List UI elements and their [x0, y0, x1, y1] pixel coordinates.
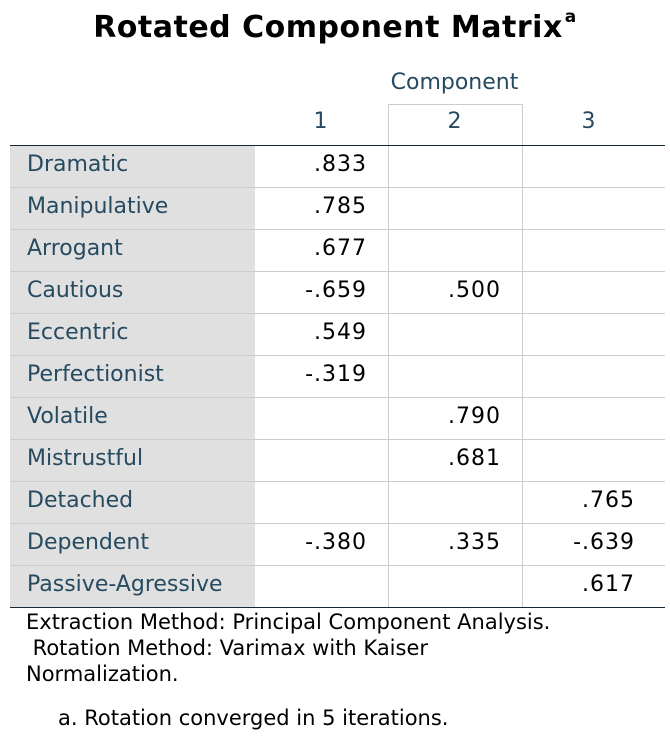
row-label: Passive-Agressive: [27, 572, 223, 597]
table-row: [10, 314, 665, 356]
table-row: [10, 482, 665, 524]
row-label: Cautious: [27, 278, 124, 303]
cell-component-1: -.659: [305, 278, 367, 303]
cell-component-1: -.380: [305, 530, 367, 555]
header-divider-2: [522, 104, 523, 146]
cell-component-3: .617: [582, 572, 635, 597]
table-row: [10, 230, 665, 272]
row-label: Eccentric: [27, 320, 129, 345]
cell-component-2: .790: [448, 404, 501, 429]
table-title: [0, 7, 670, 45]
table-row: [10, 188, 665, 230]
cell-component-1: .549: [314, 320, 367, 345]
table-row: [10, 398, 665, 440]
row-divider: [10, 397, 665, 398]
rotation-method-note: Rotation Method: Varimax with Kaiser: [26, 636, 429, 660]
row-label: Dependent: [27, 530, 149, 555]
title-footnote-marker: a: [564, 7, 577, 27]
row-divider: [10, 271, 665, 272]
table-row: [10, 440, 665, 482]
component-header: Component: [390, 70, 519, 95]
row-divider: [10, 229, 665, 230]
column-header-2: 2: [447, 109, 462, 134]
row-label: Mistrustful: [27, 446, 144, 471]
extraction-method-note: Extraction Method: Principal Component Analysis.: [26, 610, 551, 634]
row-label: Perfectionist: [27, 362, 164, 387]
row-divider: [10, 523, 665, 524]
table-row: [10, 272, 665, 314]
row-divider: [10, 187, 665, 188]
table-title-text: Rotated Component Matrix: [93, 10, 563, 45]
cell-component-1: .833: [314, 152, 367, 177]
row-label: Arrogant: [27, 236, 123, 261]
component-header-underline: [388, 104, 522, 105]
row-label: Dramatic: [27, 152, 129, 177]
row-divider: [10, 313, 665, 314]
table-row: [10, 146, 665, 188]
cell-component-2: .681: [448, 446, 501, 471]
cell-component-1: .785: [314, 194, 367, 219]
column-header-1: 1: [313, 109, 328, 134]
table-row: [10, 356, 665, 398]
row-divider: [10, 565, 665, 566]
cell-component-1: -.319: [305, 362, 367, 387]
cell-component-3: -.639: [573, 530, 635, 555]
cell-component-1: .677: [314, 236, 367, 261]
row-divider: [10, 355, 665, 356]
row-divider: [10, 481, 665, 482]
cell-component-2: .335: [448, 530, 501, 555]
row-label: Detached: [27, 488, 134, 513]
table-row: [10, 566, 665, 608]
cell-component-2: .500: [448, 278, 501, 303]
table-bottom-border: [10, 607, 665, 608]
column-header-3: 3: [581, 109, 596, 134]
row-label: Manipulative: [27, 194, 169, 219]
row-divider: [10, 439, 665, 440]
row-label: Volatile: [27, 404, 108, 429]
cell-component-3: .765: [582, 488, 635, 513]
header-divider-1: [388, 104, 389, 146]
normalization-note: Normalization.: [26, 662, 179, 686]
footnote-a: a. Rotation converged in 5 iterations.: [58, 706, 449, 730]
table-row: [10, 524, 665, 566]
